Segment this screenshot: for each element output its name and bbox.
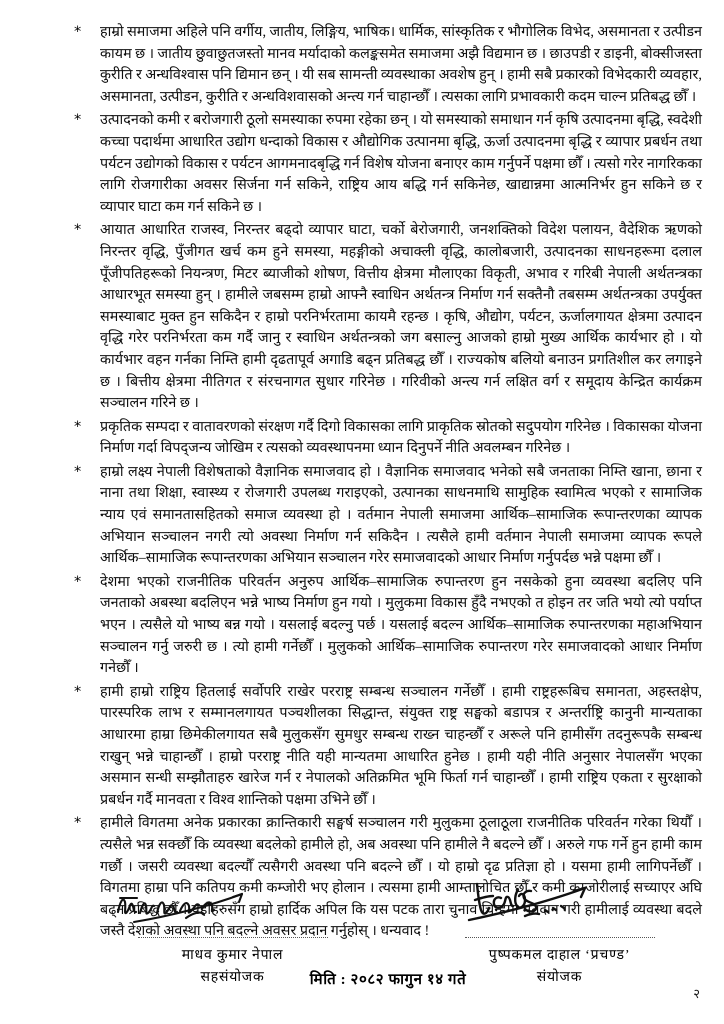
paragraph-text: उत्पादनको कमी र बरोजगारी ठूलो समस्याका रुपमा रहेका छन् । यो समस्याको समाधान गर्न कृषि उत्पादनमा बृद्धि, स्वदेशी कच्चा पदार्थमा आधारित उद्योग धन्दाको विकास र औद्योगिक उत्पानमा बृद्धि, ऊर्जा उत्पादनमा बृद्धि र व्यापार प्रबर्धन तथा पर्यटन उद्योगको विकास र पर्यटन आगमनादबृद्धि गर्न विशेष योजना बनाएर काम गर्नुपर्ने पक्षमा छौँ । त्यसो गरेर नागरिकका लागि रोजगारीका अवसर सिर्जना गर्न सकिने, राष्ट्रिय आय बद्धि गर्न सकिनेछ, खाद्यान्नमा आत्मनिर्भर हुन सकिने छ र व्यापार घाटा कम गर्न सकिने छ ।: [100, 112, 702, 215]
signature-left: [90, 880, 375, 986]
handwritten-signature-icon: [90, 880, 375, 936]
page-number: २: [693, 986, 700, 1001]
list-item: [74, 417, 702, 460]
signature-block: [74, 880, 702, 986]
signature-dotted-line: [465, 936, 655, 938]
list-item: [74, 462, 702, 570]
bullet-asterisk-icon: *: [74, 222, 82, 239]
list-item: [74, 22, 702, 108]
paragraph-text: हामी हाम्रो राष्ट्रिय हितलाई सर्वोपरि राखेर परराष्ट्र सम्बन्ध सञ्चालन गर्नेछौँ । हामी राष्ट्रहरूबिच समानता, अहस्तक्षेप, पारस्परिक लाभ र सम्मानलगायत पञ्चशीलका सिद्धान्त, संयुक्त राष्ट्र सङ्घको बडापत्र र अन्तर्राष्ट्रि कानुनी मान्यताका आधारमा हाम्रा छिमेकीलगायत सबै मुलुकसँग सुमधुर सम्बन्ध राख्न चाहन्छौँ र अरूले पनि हामीसँग तदनुरूपकै सम्बन्ध राखुन् भन्ने चाहान्छौँ । हाम्रो परराष्ट्र नीति यही मान्यतमा आधारित हुनेछ । हामी यही नीति अनुसार नेपालसँग भएका असमान सन्धी सम्झौताहरु खारेज गर्न र नेपालको अतिक्रमित भूमि फिर्ता गर्न चाहान्छौँ । हामी राष्ट्रिय एकता र सुरक्षाको प्रबर्धन गर्दै मानवता र विश्व शान्तिको पक्षमा उभिने छौँ ।: [100, 683, 702, 808]
list-item: [74, 682, 702, 812]
paragraph-text: आयात आधारित राजस्व, निरन्तर बढ्दो व्यापार घाटा, चर्को बेरोजगारी, जनशक्तिको विदेश पलायन, वैदेशिक ऋणको निरन्तर वृद्धि, पुँजीगत खर्च कम हुने समस्या, महङ्गीको अचाक्ली वृद्धि, कालोबजारी, उत्पादनका साधनहरूमा दलाल पूँजीपतिहरूको नियन्त्रण, मिटर ब्याजीको शोषण, वित्तीय क्षेत्रमा मौलाएका विकृती, अभाव र गरिबी नेपाली अर्थतन्त्रका आधारभूत समस्या हुन् । हामीले जबसम्म हाम्रो आफ्नै स्वाधिन अर्थतन्त्र निर्माण गर्न सक्तैनौ तबसम्म अर्थतन्त्रका उपर्युक्त समस्याबाट मुक्त हुन सकिदैन र हाम्रो परनिर्भरतामा कायमै रहन्छ । कृषि, औद्योग, पर्यटन, ऊर्जालगायत क्षेत्रमा उत्पादन वृद्धि गरेर परनिर्भरता कम गर्दै जानु र स्वाधिन अर्थतन्त्रको जग बसाल्नु आजको हाम्रो मुख्य आर्थिक कार्यभार हो । यो कार्यभार वहन गर्नका निम्ति हामी दृढतापूर्व अगाडि बढ्न प्रतिबद्ध छौँ । राज्यकोष बलियो बनाउन प्रगतिशील कर लगाइने छ । बित्तीय क्षेत्रमा नीतिगत र संरचनागत सुधार गरिनेछ । गरिवीको अन्त्य गर्न लक्षित वर्ग र समूदाय केन्द्रित कार्यक्रम सञ्चालन गरिने छ ।: [100, 222, 702, 412]
bullet-asterisk-icon: *: [74, 24, 82, 40]
handwritten-signature-icon: [417, 880, 702, 936]
paragraph-text: प्रकृतिक सम्पदा र वातावरणको संरक्षण गर्दै दिगो विकासका लागि प्राकृतिक स्रोतको सदुपयोग गरिनेछ । विकासका योजना निर्माण गर्दा विपद्जन्य जोखिम र त्यसको व्यवस्थापनमा ध्यान दिनुपर्ने नीति अवलम्बन गरिनेछ ।: [100, 418, 702, 457]
signatory-name: पुष्पकमल दाहाल ‘प्रचण्ड’: [488, 948, 631, 963]
list-item: [74, 220, 702, 414]
paragraph-text: देशमा भएको राजनीतिक परिवर्तन अनुरुप आर्थिक–सामाजिक रुपान्तरण हुन नसकेको हुना व्यवस्था बदलिए पनि जनताको अबस्था बदलिएन भन्ने भाष्य निर्माण हुन गयो । मुलुकमा विकास हुँदै नभएको त होइन तर जति भयो त्यो पर्याप्त भएन । त्यसैले यो भाष्य बन्न गयो । यसलाई बदल्नु पर्छ । यसलाई बदल्न आर्थिक–सामाजिक रुपान्तरणका महाअभियान सञ्चालन गर्नु जरुरी छ । त्यो हामी गर्नेछौँ । मुलुकको आर्थिक–सामाजिक रुपान्तरण गरेर समाजवादको आधार निर्माण गनेछौँ ।: [100, 573, 703, 677]
signature-right: [417, 880, 702, 986]
signatory-role: सहसंयोजक: [200, 970, 265, 985]
paragraph-text: हाम्रो समाजमा अहिले पनि वर्गीय, जातीय, लिङ्गिय, भाषिक। धार्मिक, सांस्कृतिक र भौगोलिक विभेद, असमानता र उत्पीडन कायम छ । जातीय छुवाछुतजस्तो मानव मर्यादाको कलङ्कसमेत समाजमा अझै विद्यमान छ । छाउपडी र डाइनी, बोक्सीजस्ता कुरीति र अन्धविश्वास पनि द्यिमान छन् । यी सब सामन्ती व्यवस्थाका अवशेष हुन् । हामी सबै प्रकारको विभेदकारी व्यवहार, असमानता, उत्पीडन, कुरीति र अन्धविशवासको अन्त्य गर्न चाहान्छौँ । त्यसका लागि प्रभावकारी कदम चाल्न प्रतिबद्ध छौँ ।: [100, 24, 702, 105]
paragraph-text: हाम्रो लक्ष्य नेपाली विशेषताको वैज्ञानिक समाजवाद हो । वैज्ञानिक समाजवाद भनेको सबै जनताका निम्ति खाना, छाना र नाना तथा शिक्षा, स्वास्थ्य र रोजगारी उपलब्ध गराइएको, उत्पानका साधनमाथि सामुहिक स्वामित्व भएको र सामाजिक न्याय एवं समानतासहितको समाज व्यवस्था हो । वर्तमान नेपाली समाजमा आर्थिक–सामाजिक रूपान्तरणका व्यापक अभियान सञ्चालन नगरी त्यो अवस्था निर्माण गर्न सकिदैन । त्यसैले हामी वर्तमान नेपाली समाजमा व्यापक रूपले आर्थिक–सामाजिक रूपान्तरणका अभियान सञ्चालन गरेर समाजवादको आधार निर्माण गर्नुपर्दछ भन्ने पक्षमा छौँ ।: [100, 463, 702, 567]
bullet-asterisk-icon: *: [74, 463, 82, 480]
signatory-name: माधव कुमार नेपाल: [181, 948, 284, 963]
list-item: [74, 572, 702, 680]
bullet-asterisk-icon: *: [74, 573, 82, 590]
bullet-asterisk-icon: *: [74, 815, 82, 832]
document-body: [74, 22, 702, 989]
bullet-asterisk-icon: *: [74, 418, 82, 435]
paragraph-text: हामीले विगतमा अनेक प्रकारका क्रान्तिकारी सङ्घर्ष सञ्चालन गरी मुलुकमा ठूलाठूला राजनीतिक परिवर्तन गरेका थियौँ । त्यसैले भन्न सक्छौँ कि व्यवस्था बदलेको हामीले हो, अब अवस्था पनि हामीले नै बदल्ने छौँ । अरुले गफ गर्ने हुन हामी काम गर्छौ । जसरी व्यवस्था बदल्यौँ त्यसैगरी अवस्था पनि बदल्ने छौँ । यो हाम्रो दृढ प्रतिज्ञा हो । यसमा हामी लागिपर्नेछौँ । विगतमा हाम्रा पनि कतिपय कमी कम्जोरी भए होलान । त्यसमा हामी आम्तालोचित छौँ र कमी कम्जोरीलाई सच्याएर अघि बढ्न प्रबिद्ध छौँ । यहाँहरुसँग हाम्रो हार्दिक अपिल कि यस पटक तारा चुनाव चिन्हमा मतदान गरी हामीलाई व्यवस्था बदले जस्तै देशको अवस्था पनि बदल्ने अवसर प्रदान गर्नुहोस् । धन्यवाद !: [100, 815, 703, 940]
bullet-asterisk-icon: *: [74, 683, 82, 700]
signatory-role: संयोजक: [536, 970, 583, 985]
statement-bullet-list: [74, 22, 702, 943]
bullet-asterisk-icon: *: [74, 112, 82, 129]
date-line: मिति : २०८२ फागुन १४ गते: [309, 971, 467, 988]
signature-dotted-line: [138, 936, 328, 938]
list-item: [74, 110, 702, 218]
